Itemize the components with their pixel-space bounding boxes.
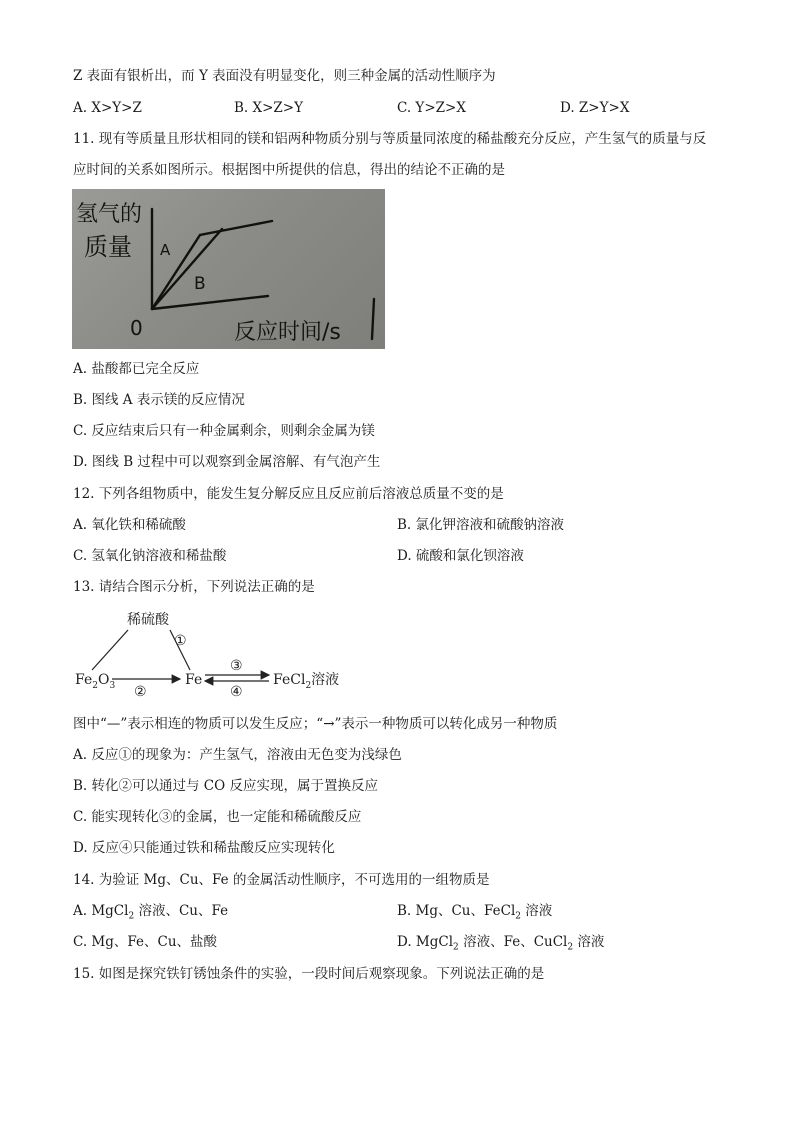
q10-option-d: D. Z>Y>X	[560, 100, 630, 116]
q13-node-fe: Fe	[185, 672, 203, 688]
q10-text: Z 表面有银析出，而 Y 表面没有明显变化，则三种金属的活动性顺序为	[73, 68, 496, 84]
q11-option-a: A. 盐酸都已完全反应	[73, 361, 200, 377]
q14-option-a: A. MgCl$_2$ 溶液、Cu、Fe	[73, 903, 229, 922]
q13-option-a: A. 反应①的现象为：产生氢气，溶液由无色变为浅绿色	[73, 747, 402, 763]
q12-stem: 12. 下列各组物质中，能发生复分解反应且反应前后溶液总质量不变的是	[73, 486, 504, 502]
q11-graph	[72, 189, 385, 349]
q13-label-4: ④	[230, 684, 243, 700]
q11-option-b: B. 图线 A 表示镁的反应情况	[73, 392, 245, 408]
q13-node-fe2o3: $Fe_2O_3$	[75, 672, 116, 691]
q10-option-a: A. X>Y>Z	[73, 100, 142, 116]
q13-stem: 13. 请结合图示分析，下列说法正确的是	[73, 579, 315, 595]
q13-label-2: ②	[134, 684, 147, 700]
q12-option-c: C. 氢氧化钠溶液和稀盐酸	[73, 548, 227, 564]
q13-label-3: ③	[230, 658, 243, 674]
q11-origin: 0	[130, 316, 143, 340]
q11-curve-a	[152, 221, 272, 309]
q13-option-c: C. 能实现转化③的金属，也一定能和稀硫酸反应	[73, 809, 362, 825]
q11-ylabel-top: 氢气的	[76, 202, 143, 227]
q13-label-1: ①	[174, 633, 187, 649]
q11-xlabel: 反应时间/s	[234, 320, 341, 345]
q14-stem: 14. 为验证 Mg、Cu、Fe 的金属活动性顺序，不可选用的一组物质是	[73, 872, 490, 888]
q14-option-d: D. MgCl$_2$ 溶液、Fe、CuCl$_2$ 溶液	[397, 934, 605, 953]
q14-option-b: B. Mg、Cu、FeCl$_2$ 溶液	[397, 903, 553, 922]
q11-stem-line1: 11. 现有等质量且形状相同的镁和铝两种物质分别与等质量同浓度的稀盐酸充分反应，产生氢气的质量与反	[73, 131, 707, 147]
q11-label-b: B	[194, 274, 206, 294]
q13-node-fecl2: FeCl$_2$溶液	[273, 672, 340, 691]
q13-node-acid: 稀硫酸	[127, 612, 169, 628]
q15-stem: 15. 如图是探究铁钉锈蚀条件的实验，一段时间后观察现象。下列说法正确的是	[73, 966, 545, 982]
q13-reaction-diagram	[72, 608, 362, 700]
q12-option-b: B. 氯化钾溶液和硫酸钠溶液	[397, 517, 565, 533]
q11-stem-line2: 应时间的关系如图所示。根据图中所提供的信息，得出的结论不正确的是	[73, 162, 505, 178]
q12-option-d: D. 硫酸和氯化钡溶液	[397, 548, 524, 564]
q10-option-b: B. X>Z>Y	[234, 100, 304, 116]
q13-note: 图中“—”表示相连的物质可以发生反应；“→”表示一种物质可以转化成另一种物质	[73, 716, 558, 732]
q14-option-c: C. Mg、Fe、Cu、盐酸	[73, 934, 218, 950]
q13-option-b: B. 转化②可以通过与 CO 反应实现，属于置换反应	[73, 778, 378, 794]
q11-option-d: D. 图线 B 过程中可以观察到金属溶解、有气泡产生	[73, 454, 381, 470]
q13-diagram	[72, 608, 362, 700]
q11-graph-photo	[72, 189, 385, 349]
q13-option-d: D. 反应④只能通过铁和稀盐酸反应实现转化	[73, 840, 335, 856]
q10-option-c: C. Y>Z>X	[397, 100, 466, 116]
q11-option-c: C. 反应结束后只有一种金属剩余，则剩余金属为镁	[73, 423, 375, 439]
q11-x-axis	[152, 296, 268, 309]
q13-line-acid-fe2o3	[92, 630, 128, 670]
q12-option-a: A. 氧化铁和稀硫酸	[73, 517, 186, 533]
q11-ylabel-bottom: 质量	[84, 233, 132, 261]
q11-label-a: A	[160, 241, 171, 259]
